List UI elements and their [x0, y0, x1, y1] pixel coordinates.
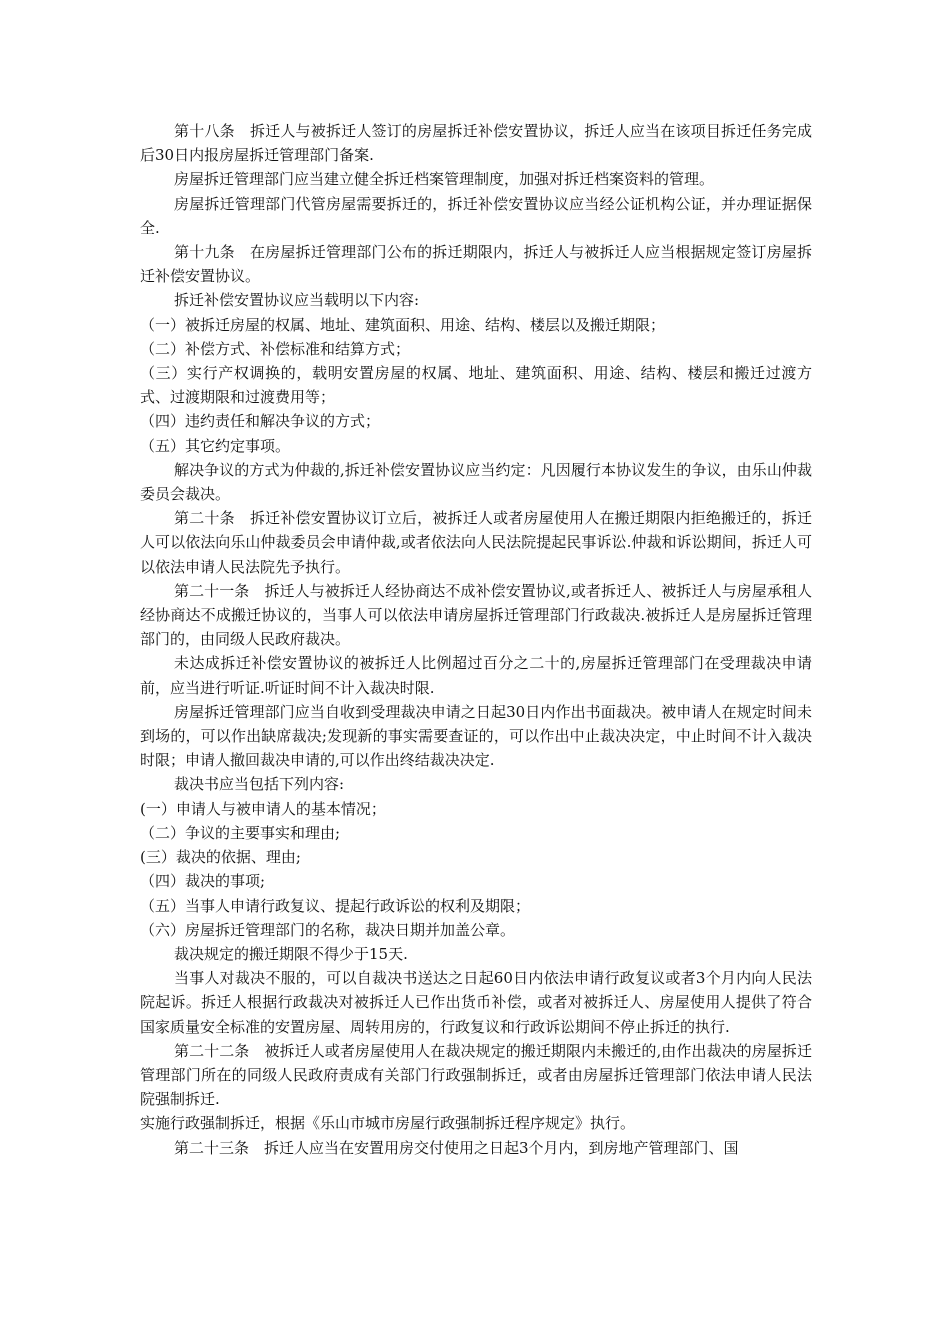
paragraph-article-23: 第二十三条 拆迁人应当在安置用房交付使用之日起3个月内，到房地产管理部门、国: [174, 1138, 739, 1157]
list-item: （二）补偿方式、补偿标准和结算方式；: [140, 339, 411, 358]
list-item: (一）申请人与被申请人的基本情况；: [140, 799, 386, 818]
paragraph-article-18: 第十八条 拆迁人与被拆迁人签订的房屋拆迁补偿安置协议，拆迁人应当在该项目拆迁任务完成后30日内报房屋拆迁管理部门备案.: [140, 122, 812, 165]
list-item: （五）其它约定事项。: [140, 436, 291, 455]
list-item: （一）被拆迁房屋的权属、地址、建筑面积、用途、结构、楼层以及搬迁期限；: [140, 315, 666, 334]
paragraph: 拆迁补偿安置协议应当载明以下内容:: [174, 291, 420, 310]
paragraph: 裁决规定的搬迁期限不得少于15天.: [174, 944, 408, 963]
paragraph-article-21: 第二十一条 拆迁人与被拆迁人经协商达不成补偿安置协议,或者拆迁人、被拆迁人与房屋承租人经协商达不成搬迁协议的，当事人可以依法申请房屋拆迁管理部门行政裁决.被拆迁人是房屋拆迁管理部门的，由同级人民政府裁决。: [140, 581, 812, 649]
list-item: （四）违约责任和解决争议的方式；: [140, 412, 381, 431]
paragraph: 房屋拆迁管理部门应当建立健全拆迁档案管理制度，加强对拆迁档案资料的管理。: [174, 170, 715, 189]
paragraph: 房屋拆迁管理部门应当自收到受理裁决申请之日起30日内作出书面裁决。被申请人在规定时间未到场的，可以作出缺席裁决;发现新的事实需要查证的，可以作出中止裁决决定，中止时间不计入裁决时限；申请人撤回裁决申请的,可以作出终结裁决决定.: [140, 702, 812, 770]
paragraph: 裁决书应当包括下列内容:: [174, 775, 345, 794]
list-item: （二）争议的主要事实和理由;: [140, 823, 341, 842]
paragraph: 实施行政强制拆迁，根据《乐山市城市房屋行政强制拆迁程序规定》执行。: [140, 1114, 636, 1133]
list-item: （四）裁决的事项;: [140, 872, 266, 891]
paragraph: 房屋拆迁管理部门代管房屋需要拆迁的，拆迁补偿安置协议应当经公证机构公证，并办理证据保全.: [140, 194, 812, 237]
paragraph-article-20: 第二十条 拆迁补偿安置协议订立后，被拆迁人或者房屋使用人在搬迁期限内拒绝搬迁的，拆迁人可以依法向乐山仲裁委员会申请仲裁,或者依法向人民法院提起民事诉讼.仲裁和诉讼期间，拆迁人可以依法申请人民法院先予执行。: [140, 509, 812, 576]
paragraph-article-22: 第二十二条 被拆迁人或者房屋使用人在裁决规定的搬迁期限内未搬迁的,由作出裁决的房屋拆迁管理部门所在的同级人民政府责成有关部门行政强制拆迁，或者由房屋拆迁管理部门依法申请人民法院强制拆迁.: [140, 1041, 812, 1109]
paragraph-article-19: 第十九条 在房屋拆迁管理部门公布的拆迁期限内，拆迁人与被拆迁人应当根据规定签订房屋拆迁补偿安置协议。: [140, 243, 812, 286]
list-item: (三）裁决的依据、理由;: [140, 848, 301, 867]
document-body: [140, 119, 812, 1160]
list-item: （五）当事人申请行政复议、提起行政诉讼的权利及期限；: [140, 896, 531, 915]
paragraph: 当事人对裁决不服的，可以自裁决书送达之日起60日内依法申请行政复议或者3个月内向人民法院起诉。拆迁人根据行政裁决对被拆迁人已作出货币补偿，或者对被拆迁人、房屋使用人提供了符合国家质量安全标准的安置房屋、周转用房的，行政复议和行政诉讼期间不停止拆迁的执行.: [140, 969, 812, 1036]
list-item: （三）实行产权调换的，载明安置房屋的权属、地址、建筑面积、用途、结构、楼层和搬迁过渡方式、过渡期限和过渡费用等；: [140, 364, 812, 407]
list-item: （六）房屋拆迁管理部门的名称，裁决日期并加盖公章。: [140, 920, 516, 939]
paragraph: 未达成拆迁补偿安置协议的被拆迁人比例超过百分之二十的,房屋拆迁管理部门在受理裁决申请前，应当进行听证.听证时间不计入裁决时限.: [140, 654, 812, 697]
paragraph: 解决争议的方式为仲裁的,拆迁补偿安置协议应当约定：凡因履行本协议发生的争议，由乐山仲裁委员会裁决。: [140, 460, 812, 504]
